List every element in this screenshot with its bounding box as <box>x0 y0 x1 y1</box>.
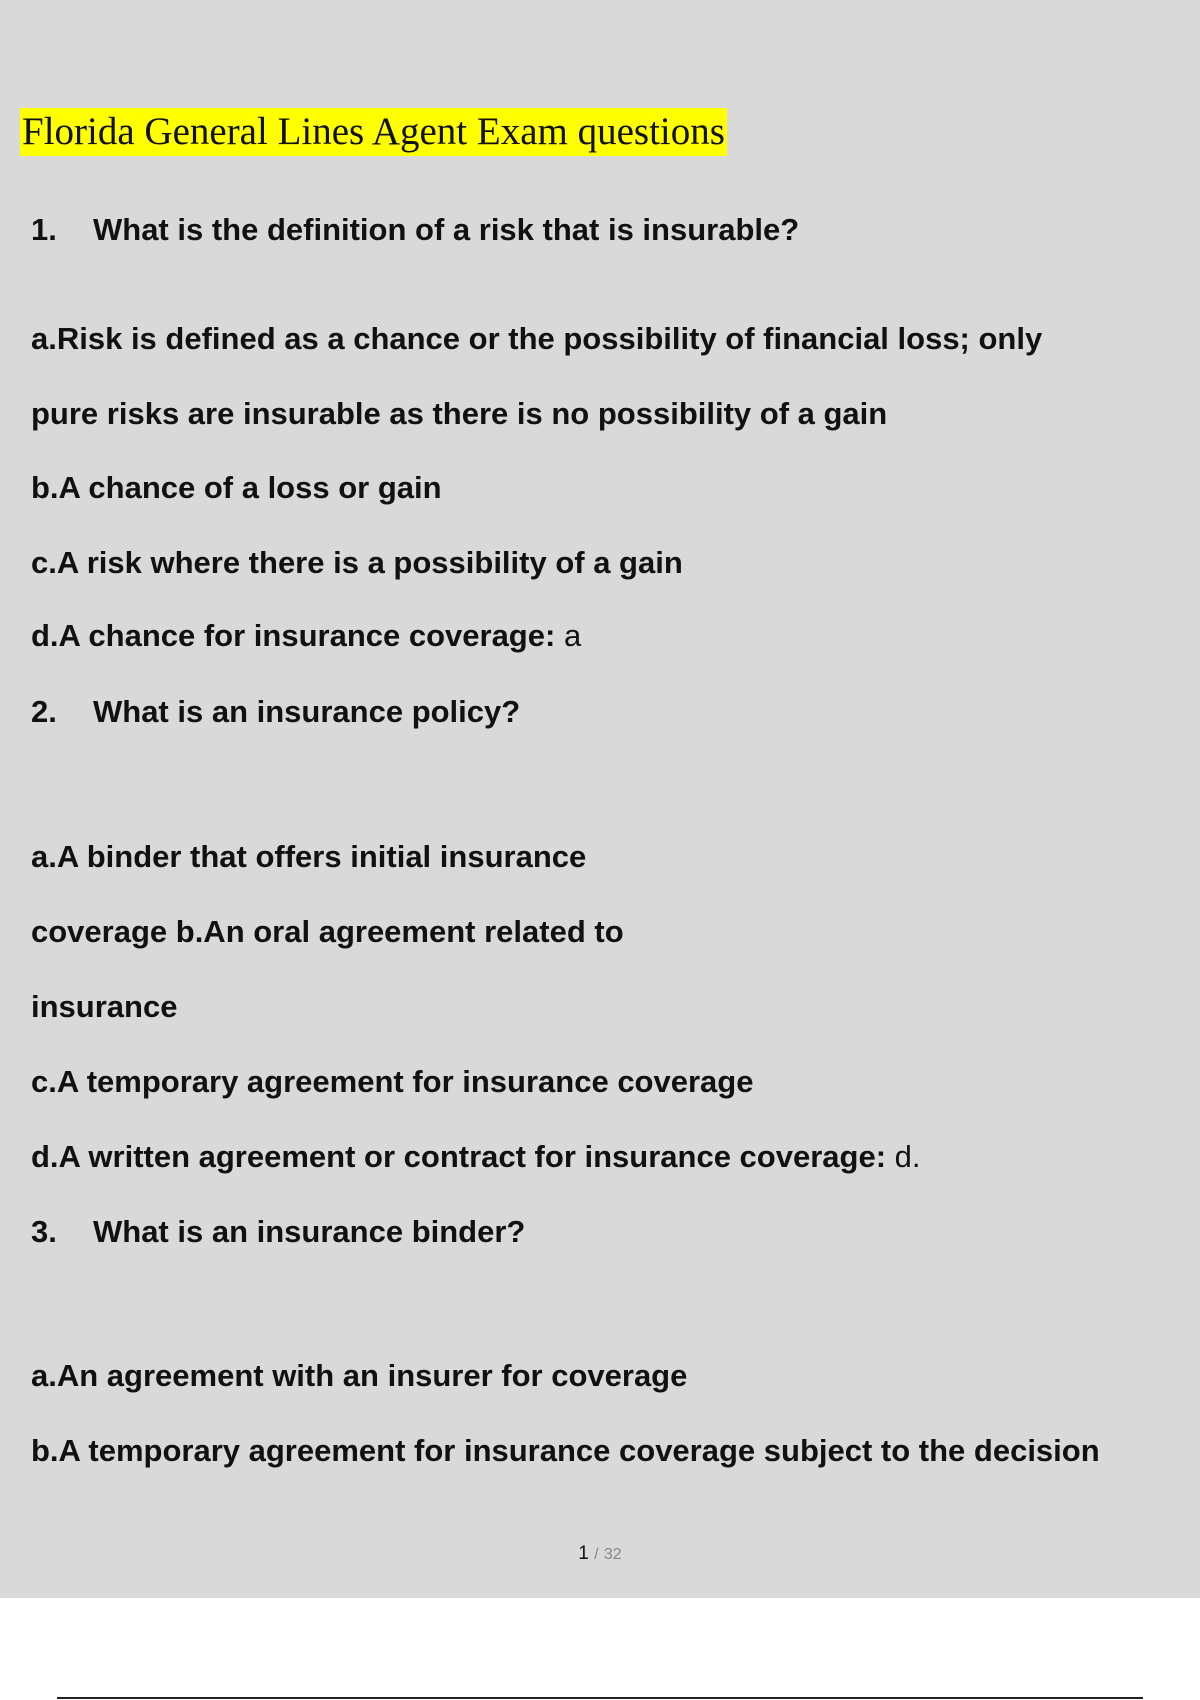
document-title: Florida General Lines Agent Exam questions <box>20 108 727 156</box>
option-line-with-answer <box>31 618 581 654</box>
question-number: 1. <box>31 212 57 247</box>
option-line: c.A risk where there is a possibility of a gain <box>31 545 683 580</box>
question-text: What is an insurance policy? <box>93 694 521 729</box>
question-text: What is an insurance binder? <box>93 1214 526 1249</box>
next-page-top-rule <box>57 1697 1143 1699</box>
page-separator: / <box>594 1546 599 1563</box>
question-number: 2. <box>31 694 57 729</box>
option-line: a.Risk is defined as a chance or the possibility of financial loss; only <box>31 321 1043 356</box>
question-2 <box>31 694 520 730</box>
page-current: 1 <box>578 1543 589 1564</box>
option-line: c.A temporary agreement for insurance coverage <box>31 1064 754 1099</box>
option-line: a.A binder that offers initial insurance <box>31 839 587 874</box>
option-text: d.A chance for insurance coverage: <box>31 618 556 653</box>
option-line: insurance <box>31 989 178 1024</box>
question-3 <box>31 1214 525 1250</box>
option-line: coverage b.An oral agreement related to <box>31 914 624 949</box>
answer-key: a <box>563 618 582 653</box>
page-indicator <box>0 1543 1200 1565</box>
question-text: What is the definition of a risk that is insurable? <box>93 212 800 247</box>
page-total: 32 <box>603 1546 622 1563</box>
answer-key: d. <box>894 1139 921 1174</box>
option-line: pure risks are insurable as there is no possibility of a gain <box>31 396 888 431</box>
option-line: b.A chance of a loss or gain <box>31 470 442 505</box>
option-text: d.A written agreement or contract for insurance coverage: <box>31 1139 887 1174</box>
option-line: a.An agreement with an insurer for coverage <box>31 1358 688 1393</box>
option-line-with-answer <box>31 1139 921 1175</box>
question-1 <box>31 212 799 248</box>
option-line: b.A temporary agreement for insurance coverage subject to the decision <box>31 1433 1100 1468</box>
question-number: 3. <box>31 1214 57 1249</box>
